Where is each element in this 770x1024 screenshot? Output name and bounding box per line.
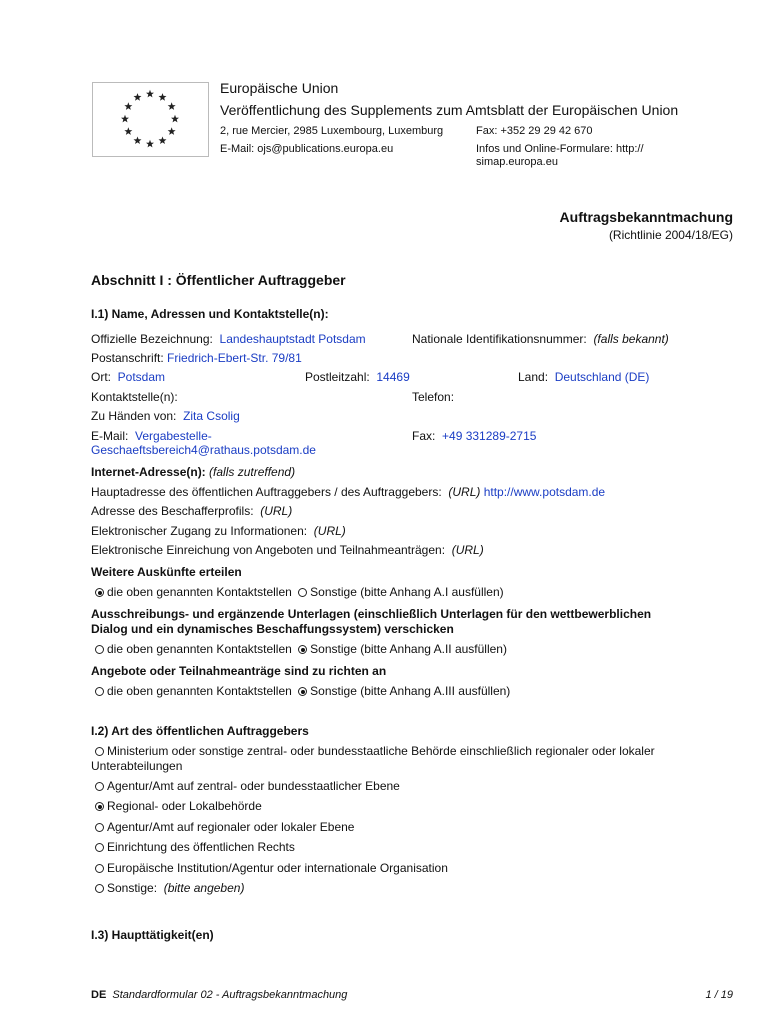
official-name-row [91,332,366,346]
i2-title: I.2) Art des öffentlichen Auftraggebers [91,724,309,738]
city-row [91,370,165,384]
docs-title-line1: Ausschreibungs- und ergänzende Unterlagen (einschließlich Unterlagen für den wettbewerblichen [91,607,652,621]
radio-further-info-above[interactable] [95,588,104,597]
type-option-6-label: Europäische Institution/Agentur oder internationale Organisation [107,861,448,875]
attention-value: Zita Csolig [183,409,240,423]
tenders-title: Angebote oder Teilnahmeanträge sind zu richten an [91,664,387,678]
type-option-4-label: Agentur/Amt auf regionaler oder lokaler Ebene [107,820,355,834]
tenders-options [95,684,510,698]
eu-star-icon [159,93,167,101]
docs-title-line2: Dialog und ein dynamisches Beschaffungssystem) verschicken [91,622,454,636]
national-id-hint: (falls bekannt) [593,332,669,346]
official-name-label: Offizielle Bezeichnung: [91,332,213,346]
country-value: Deutschland (DE) [554,370,650,384]
eu-star-icon [134,136,142,144]
eu-star-icon [121,115,129,123]
radio-type-regional-authority[interactable] [95,802,104,811]
national-id-row [412,332,669,346]
phone-label: Telefon: [412,390,455,404]
radio-further-info-other[interactable] [298,588,307,597]
eu-star-icon [168,127,176,135]
eu-stars-icon [93,83,208,156]
zip-value: 14469 [376,370,410,384]
radio-type-regional-agency[interactable] [95,823,104,832]
footer-lang: DE [91,989,107,1001]
radio-further-info-other-label: Sonstige (bitte Anhang A.I ausfüllen) [310,585,504,599]
fax-row [412,429,536,443]
internet-title: Internet-Adresse(n): [91,465,206,479]
further-info-options [95,585,504,599]
eu-flag-logo [92,82,209,157]
footer-form [91,989,347,1001]
radio-docs-other[interactable] [298,645,307,654]
fax-label: Fax: [412,429,436,443]
notice-title: Auftragsbekanntmachung [559,209,733,225]
main-address-link[interactable]: http://www.potsdam.de [483,485,606,499]
eu-star-icon [134,93,142,101]
buyer-profile-label: Adresse des Beschafferprofils: [91,504,254,518]
radio-docs-above-label: die oben genannten Kontaktstellen [107,642,292,656]
email-value-line2[interactable]: Geschaeftsbereich4@rathaus.potsdam.de [91,443,316,457]
eu-star-icon [171,115,179,123]
type-option-7-hint: (bitte angeben) [163,881,245,895]
docs-options [95,642,507,656]
radio-type-other[interactable] [95,884,104,893]
buyer-profile-url-hint: (URL) [260,504,293,518]
email-label: E-Mail: [91,429,129,443]
header-fax: Fax: +352 29 29 42 670 [476,125,593,137]
radio-type-public-law-body[interactable] [95,843,104,852]
i1-title: I.1) Name, Adressen und Kontaktstelle(n): [91,307,329,321]
header-org: Europäische Union [220,80,339,96]
contact-label: Kontaktstelle(n): [91,390,178,404]
type-option-5 [95,840,295,854]
i3-title: I.3) Haupttätigkeit(en) [91,928,214,942]
type-option-2-label: Agentur/Amt auf zentral- oder bundesstaatlicher Ebene [107,779,400,793]
header-address: 2, rue Mercier, 2985 Luxembourg, Luxemburg [220,125,444,137]
main-address-row [91,485,605,499]
radio-tenders-above[interactable] [95,687,104,696]
fax-value: +49 331289-2715 [442,429,537,443]
notice-directive: (Richtlinie 2004/18/EG) [608,228,733,242]
city-label: Ort: [91,370,111,384]
radio-docs-above[interactable] [95,645,104,654]
eu-star-icon [124,102,132,110]
type-option-4 [95,820,354,834]
eu-star-icon [168,102,176,110]
eu-star-icon [159,136,167,144]
header-infos-line1: Infos und Online-Formulare: http:// [476,143,644,155]
buyer-profile-row [91,504,292,518]
radio-further-info-above-label: die oben genannten Kontaktstellen [107,585,292,599]
eu-star-icon [146,90,154,98]
radio-tenders-other[interactable] [298,687,307,696]
main-address-label: Hauptadresse des öffentlichen Auftraggebers / des Auftraggebers: [91,485,442,499]
national-id-label: Nationale Identifikationsnummer: [412,332,587,346]
type-option-7 [95,881,244,895]
radio-docs-other-label: Sonstige (bitte Anhang A.II ausfüllen) [310,642,507,656]
radio-type-central-agency[interactable] [95,782,104,791]
further-info-title: Weitere Auskünfte erteilen [91,565,242,579]
section-title: Abschnitt I : Öffentlicher Auftraggeber [91,272,346,288]
e-submission-row [91,543,484,557]
radio-type-eu-institution[interactable] [95,864,104,873]
attention-label: Zu Händen von: [91,409,177,423]
e-submission-label: Elektronische Einreichung von Angeboten und Teilnahmeanträgen: [91,543,446,557]
type-option-1-label-line2: Unterabteilungen [91,759,183,773]
radio-tenders-above-label: die oben genannten Kontaktstellen [107,684,292,698]
footer-form-name: Standardformular 02 - Auftragsbekanntmachung [112,989,348,1001]
type-option-3-label: Regional- oder Lokalbehörde [107,799,262,813]
header-subtitle: Veröffentlichung des Supplements zum Amtsblatt der Europäischen Union [220,102,679,118]
header-email: E-Mail: ojs@publications.europa.eu [220,143,394,155]
e-access-row [91,524,346,538]
email-value-line1[interactable]: Vergabestelle- [135,429,212,443]
internet-title-row [91,465,295,479]
radio-tenders-other-label: Sonstige (bitte Anhang A.III ausfüllen) [310,684,511,698]
e-submission-url-hint: (URL) [451,543,484,557]
zip-label: Postleitzahl: [305,370,370,384]
eu-star-icon [124,127,132,135]
postal-row [91,351,302,365]
postal-value: Friedrich-Ebert-Str. 79/81 [167,351,302,365]
country-label: Land: [518,370,549,384]
e-access-label: Elektronischer Zugang zu Informationen: [91,524,308,538]
city-value: Potsdam [117,370,166,384]
postal-label: Postanschrift: [91,351,164,365]
attention-row [91,409,240,423]
zip-row [305,370,410,384]
type-option-6 [95,861,448,875]
official-name-value: Landeshauptstadt Potsdam [219,332,366,346]
type-option-3 [95,799,262,813]
type-option-1-label: Ministerium oder sonstige zentral- oder bundesstaatliche Behörde einschließlich regionaler oder lokaler [107,744,655,758]
type-option-2 [95,779,400,793]
email-row [91,429,212,443]
type-option-7-label: Sonstige: [107,881,158,895]
footer-page: 1 / 19 [705,989,733,1001]
e-access-url-hint: (URL) [313,524,346,538]
eu-star-icon [146,140,154,148]
country-row [518,370,649,384]
internet-hint: (falls zutreffend) [209,465,296,479]
radio-type-ministry[interactable] [95,747,104,756]
type-option-1 [95,744,655,758]
type-option-5-label: Einrichtung des öffentlichen Rechts [107,840,295,854]
main-address-url-hint: (URL) [448,485,481,499]
header-infos-line2: simap.europa.eu [476,156,558,168]
